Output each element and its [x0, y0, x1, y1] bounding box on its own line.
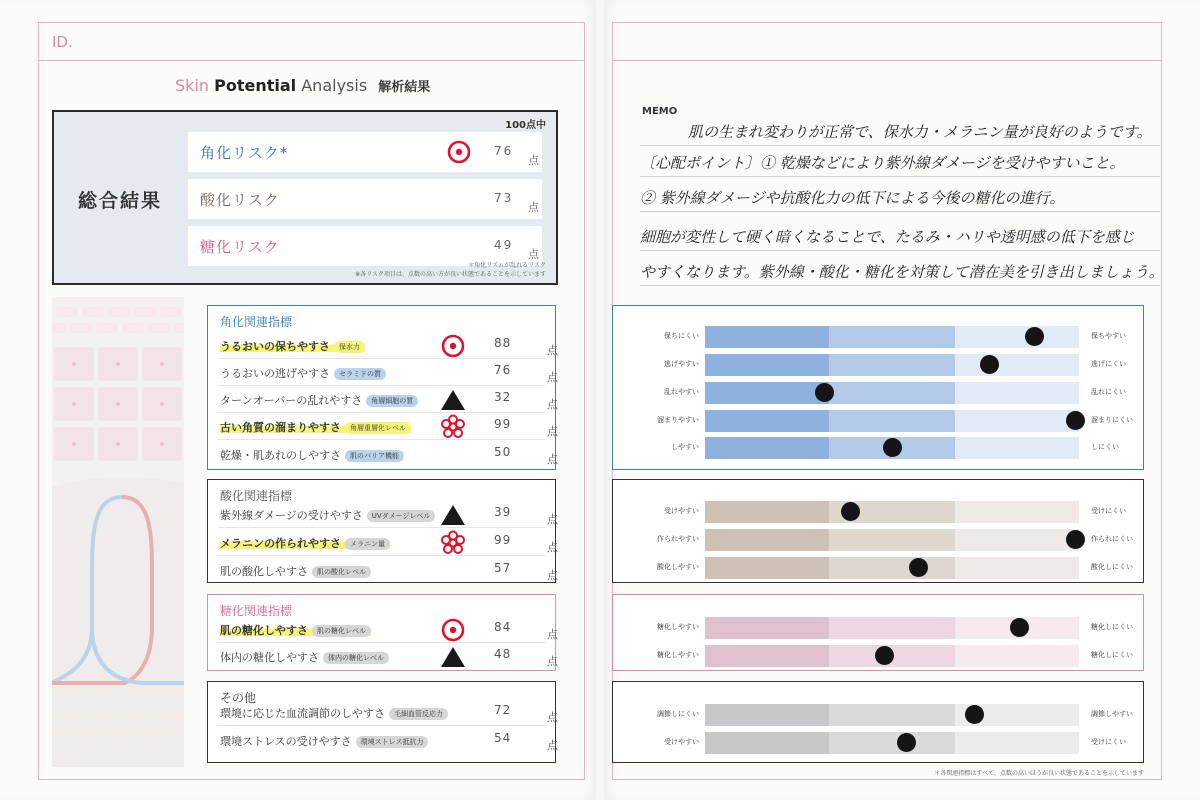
indicator-score: 39	[494, 505, 512, 519]
summary-row	[188, 179, 542, 219]
indicator-label	[220, 507, 435, 523]
indicator-row	[208, 441, 558, 468]
scale-left-label: 受けやすい	[664, 507, 699, 515]
indicator-section	[207, 305, 556, 470]
scale-right-label: 糖化しにくい	[1091, 651, 1133, 659]
scale-dot	[909, 558, 928, 577]
memo-line	[640, 220, 1160, 251]
scale-bar-segment	[705, 382, 829, 404]
indicator-row	[208, 501, 558, 528]
scale-right-label: 糖化しにくい	[1091, 623, 1133, 631]
indicator-score: 48	[494, 647, 512, 661]
section-title: 角化関連指標	[220, 315, 293, 329]
scale-bar-segment	[955, 382, 1079, 404]
scale-right-label: 乱れにくい	[1091, 388, 1126, 396]
red-flower-mark-icon	[438, 414, 468, 440]
scale-left-label: 作られやすい	[657, 535, 699, 543]
scale-right-label: 受けにくい	[1091, 507, 1126, 515]
scale-row	[613, 617, 1143, 639]
indicator-label-text: 肌の糖化しやすさ	[220, 624, 308, 637]
row-divider	[218, 439, 545, 440]
indicator-label	[220, 705, 448, 721]
indicator-score: 57	[494, 561, 512, 575]
scale-bar-segment	[705, 617, 829, 639]
indicator-label	[220, 563, 371, 579]
id-label: ID.	[52, 33, 73, 51]
scale-bar-segment	[955, 557, 1079, 579]
indicator-unit: 点	[547, 398, 558, 411]
indicator-score: 50	[494, 445, 512, 459]
scale-dot	[1010, 618, 1029, 637]
indicator-tag: 角層重層化レベル	[345, 422, 411, 434]
summary-row	[188, 132, 542, 172]
summary-risk-unit: 点	[528, 154, 539, 167]
scale-dot	[1066, 530, 1085, 549]
indicator-section	[207, 681, 556, 763]
scale-bar-segment	[955, 501, 1079, 523]
indicator-tag: 毛細血管反応力	[389, 708, 448, 720]
evaluation-mark	[438, 387, 468, 413]
scale-bar-segment	[829, 557, 955, 579]
indicator-tag: 環境ストレス抵抗力	[356, 736, 429, 748]
scale-right-label: 受けにくい	[1091, 738, 1126, 746]
indicator-label	[220, 733, 428, 749]
black-triangle-mark-icon	[438, 387, 468, 413]
indicator-score: 76	[494, 363, 512, 377]
summary-box	[52, 110, 558, 285]
scale-row	[613, 354, 1143, 376]
scale-row	[613, 732, 1143, 754]
evaluation-mark	[438, 617, 468, 643]
summary-risk-label: 糖化リスク	[200, 238, 280, 256]
scale-bar-segment	[829, 382, 955, 404]
indicator-row	[208, 359, 558, 386]
scale-bar-segment	[705, 645, 829, 667]
scale-row	[613, 410, 1143, 432]
scale-row	[613, 437, 1143, 459]
scale-row	[613, 704, 1143, 726]
red-circle-mark-icon	[438, 333, 468, 359]
indicator-label-text: 紫外線ダメージの受けやすさ	[220, 509, 363, 522]
indicator-tag: 肌の糖化レベル	[312, 625, 371, 637]
scale-dot	[980, 355, 999, 374]
scale-left-label: 溜まりやすい	[657, 416, 699, 424]
evaluation-mark	[438, 644, 468, 670]
scale-bar-segment	[705, 437, 829, 459]
indicator-row	[208, 616, 558, 643]
summary-risk-score: 73	[494, 191, 514, 205]
section-title: 酸化関連指標	[220, 489, 293, 503]
summary-risk-label: 酸化リスク	[200, 191, 280, 209]
memo-handwritten-text: ② 紫外線ダメージや抗酸化力の低下による今後の糖化の進行。	[640, 189, 1065, 207]
scale-left-label: 酸化しやすい	[657, 563, 699, 571]
indicator-unit: 点	[547, 739, 558, 752]
indicator-score: 99	[494, 533, 512, 547]
left-page	[0, 0, 596, 800]
scale-dot	[1025, 327, 1044, 346]
indicator-row	[208, 386, 558, 413]
memo-label: MEMO	[642, 106, 678, 117]
indicator-tag: 肌の酸化レベル	[312, 566, 371, 578]
scale-left-label: 逃げやすい	[664, 360, 699, 368]
memo-handwritten-text: 〔心配ポイント〕① 乾燥などにより紫外線ダメージを受けやすいこと。	[640, 154, 1125, 172]
memo-line	[640, 115, 1160, 146]
indicator-label-text: ターンオーバーの乱れやすさ	[220, 394, 363, 407]
indicator-label	[220, 338, 365, 354]
scale-bar-segment	[955, 410, 1079, 432]
indicator-row	[208, 413, 558, 440]
indicator-label	[220, 419, 411, 435]
scale-section	[612, 681, 1144, 763]
indicator-label	[220, 365, 386, 381]
indicator-label	[220, 392, 418, 408]
black-triangle-mark-icon	[438, 502, 468, 528]
row-divider	[218, 527, 545, 528]
scale-bar-segment	[829, 704, 955, 726]
indicator-label-text: 乾燥・肌あれのしやすさ	[220, 449, 341, 462]
red-flower-mark-icon	[438, 530, 468, 556]
indicator-section	[207, 594, 556, 671]
scale-bar-segment	[705, 529, 829, 551]
scale-bar-segment	[829, 617, 955, 639]
indicator-label	[220, 622, 371, 638]
scale-bar-segment	[829, 410, 955, 432]
scale-right-label: 保ちやすい	[1091, 332, 1126, 340]
summary-risk-score: 49	[494, 238, 514, 252]
indicator-tag: 肌のバリア機能	[345, 450, 404, 462]
indicator-unit: 点	[547, 655, 558, 668]
scale-bar-segment	[829, 326, 955, 348]
scale-left-label: しやすい	[671, 443, 699, 451]
summary-note-2: ※各リスク項目は、点数の高い方が良い状態であることを示しています	[355, 271, 546, 278]
indicator-row	[208, 557, 558, 584]
summary-risk-unit: 点	[528, 248, 539, 261]
indicator-row	[208, 727, 558, 754]
indicator-score: 32	[494, 390, 512, 404]
scale-dot	[875, 646, 894, 665]
evaluation-mark	[438, 333, 468, 359]
indicator-unit: 点	[547, 628, 558, 641]
scale-bar-segment	[955, 326, 1079, 348]
scale-section	[612, 479, 1144, 583]
indicator-label-text: 体内の糖化しやすさ	[220, 651, 319, 664]
scale-dot	[883, 438, 902, 457]
indicator-tag: 角層細胞の質	[366, 395, 418, 407]
right-header-line	[612, 60, 1161, 61]
section-title: その他	[220, 691, 257, 705]
scale-bar-segment	[705, 704, 829, 726]
indicator-score: 72	[494, 703, 512, 717]
scale-dot	[965, 705, 984, 724]
evaluation-mark	[438, 414, 468, 440]
indicator-label-text: うるおいの保ちやすさ	[220, 340, 330, 353]
indicator-tag: UVダメージレベル	[367, 510, 436, 522]
scale-row	[613, 529, 1143, 551]
indicator-tag: セラミドの質	[334, 368, 386, 380]
indicator-label-text: メラニンの作られやすさ	[220, 537, 341, 550]
scale-bar-segment	[955, 354, 1079, 376]
scale-left-label: 受けやすい	[664, 738, 699, 746]
scale-right-label: 調節しやすい	[1091, 710, 1133, 718]
scale-bar-segment	[955, 529, 1079, 551]
scale-row	[613, 557, 1143, 579]
indicator-label	[220, 535, 390, 551]
summary-max-label: 100点中	[505, 120, 546, 131]
indicator-label-text: 環境ストレスの受けやすさ	[220, 735, 352, 748]
indicator-unit: 点	[547, 541, 558, 554]
scale-left-label: 調節しにくい	[657, 710, 699, 718]
scale-right-label: 作られにくい	[1091, 535, 1133, 543]
footnote: ＊各関連指標はすべて、点数の高いほうが良い状態であることを示しています	[934, 770, 1144, 777]
scale-left-label: 糖化しやすい	[657, 623, 699, 631]
indicator-label-text: 肌の酸化しやすさ	[220, 565, 308, 578]
scale-dot	[1066, 411, 1085, 430]
scale-bar-segment	[955, 732, 1079, 754]
scale-row	[613, 501, 1143, 523]
indicator-score: 84	[494, 620, 512, 634]
scale-right-label: しにくい	[1091, 443, 1119, 451]
section-title: 糖化関連指標	[220, 604, 293, 618]
scale-right-label: 酸化しにくい	[1091, 563, 1133, 571]
summary-risk-unit: 点	[528, 201, 539, 214]
row-divider	[218, 725, 545, 726]
red-circle-mark-icon	[444, 139, 474, 165]
scale-left-label: 糖化しやすい	[657, 651, 699, 659]
evaluation-mark	[438, 502, 468, 528]
indicator-unit: 点	[547, 513, 558, 526]
indicator-section	[207, 479, 556, 583]
indicator-label-text: 環境に応じた血流調節のしやすさ	[220, 707, 385, 720]
memo-handwritten-text: 細胞が変性して硬く暗くなることで、たるみ・ハリや透明感の低下を感じ	[640, 228, 1135, 246]
row-divider	[218, 555, 545, 556]
indicator-score: 88	[494, 336, 512, 350]
scale-section	[612, 305, 1144, 470]
scale-bar-segment	[955, 437, 1079, 459]
scale-bar-segment	[829, 732, 955, 754]
memo-handwritten-text: やすくなります。紫外線・酸化・糖化を対策して潜在美を引き出しましょう。	[640, 263, 1164, 281]
indicator-unit: 点	[547, 344, 558, 357]
indicator-tag: 体内の糖化レベル	[323, 652, 389, 664]
memo-line	[640, 146, 1160, 177]
indicator-label-text: うるおいの逃げやすさ	[220, 367, 330, 380]
skin-illustration	[52, 297, 184, 767]
indicator-label	[220, 447, 404, 463]
memo-handwritten-text: 肌の生まれ変わりが正常で、保水力・メラニン量が良好のようです。	[688, 123, 1152, 141]
red-circle-mark-icon	[438, 617, 468, 643]
scale-bar-segment	[829, 529, 955, 551]
page-title: Skin Potential Analysis 解析結果	[175, 76, 431, 95]
summary-title: 総合結果	[78, 190, 163, 212]
memo-line	[640, 181, 1160, 212]
evaluation-mark	[438, 530, 468, 556]
indicator-unit: 点	[547, 371, 558, 384]
indicator-unit: 点	[547, 453, 558, 466]
scale-bar-segment	[705, 354, 829, 376]
scale-row	[613, 645, 1143, 667]
memo-line	[640, 255, 1164, 286]
scale-bar-segment	[705, 326, 829, 348]
black-triangle-mark-icon	[438, 644, 468, 670]
scale-bar-segment	[705, 410, 829, 432]
scale-bar-segment	[705, 732, 829, 754]
indicator-row	[208, 332, 558, 359]
scale-section	[612, 594, 1144, 671]
scale-left-label: 保ちにくい	[664, 332, 699, 340]
indicator-unit: 点	[547, 711, 558, 724]
scale-bar-segment	[705, 501, 829, 523]
indicator-score: 54	[494, 731, 512, 745]
indicator-label-text: 古い角質の溜まりやすさ	[220, 421, 341, 434]
indicator-label	[220, 649, 389, 665]
indicator-score: 99	[494, 417, 512, 431]
scale-right-label: 逃げにくい	[1091, 360, 1126, 368]
indicator-tag: メラニン量	[345, 538, 390, 550]
scale-row	[613, 382, 1143, 404]
indicator-row	[208, 699, 558, 726]
scale-bar-segment	[829, 354, 955, 376]
scale-right-label: 溜まりにくい	[1091, 416, 1133, 424]
indicator-row	[208, 643, 558, 670]
summary-note-1: ＊角化リズムが乱れるリスク	[468, 262, 546, 269]
scale-bar-segment	[705, 557, 829, 579]
indicator-unit: 点	[547, 425, 558, 438]
indicator-unit: 点	[547, 569, 558, 582]
indicator-tag: 保水力	[334, 341, 365, 353]
id-underline	[38, 60, 584, 61]
indicator-row	[208, 529, 558, 556]
scale-row	[613, 326, 1143, 348]
scale-left-label: 乱れやすい	[664, 388, 699, 396]
summary-risk-label: 角化リスク*	[200, 144, 289, 162]
summary-risk-score: 76	[494, 144, 514, 158]
scale-bar-segment	[955, 645, 1079, 667]
